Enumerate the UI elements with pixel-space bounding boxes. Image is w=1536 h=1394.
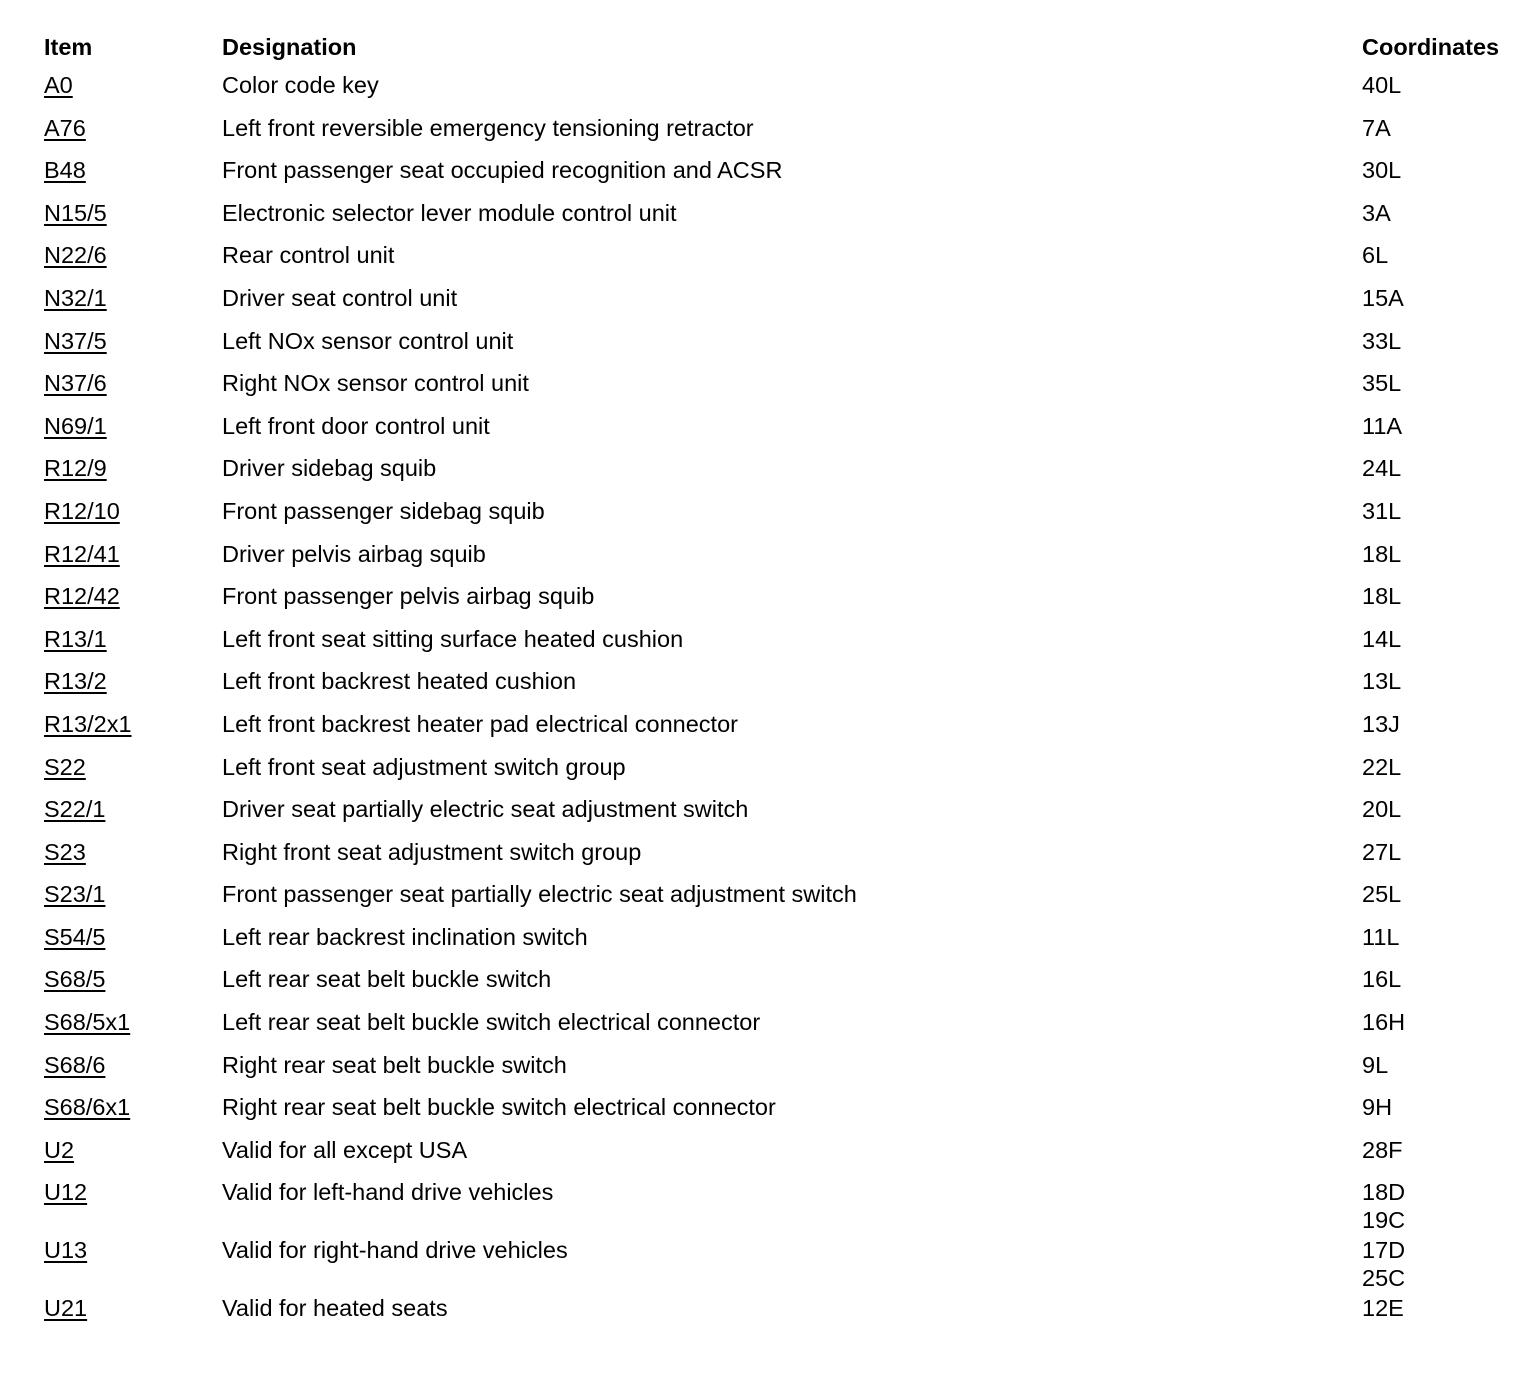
item-cell bbox=[44, 497, 222, 525]
coordinate-value: 40L bbox=[1362, 72, 1402, 98]
item-cell bbox=[44, 838, 222, 866]
coordinates-cell bbox=[1362, 1178, 1524, 1234]
item-cell bbox=[44, 1093, 222, 1121]
coordinates-cell bbox=[1362, 753, 1524, 781]
table-row bbox=[44, 708, 1524, 751]
item-link[interactable]: U21 bbox=[44, 1295, 88, 1322]
item-link[interactable]: U13 bbox=[44, 1237, 88, 1264]
table-row bbox=[44, 878, 1524, 921]
coordinate-value: 6L bbox=[1362, 242, 1389, 269]
item-cell bbox=[44, 582, 222, 610]
designation-cell: Right rear seat belt buckle switch bbox=[222, 1051, 567, 1078]
item-cell bbox=[44, 156, 222, 184]
designation-cell: Left front seat adjustment switch group bbox=[222, 753, 626, 780]
item-cell bbox=[44, 199, 222, 227]
item-link[interactable]: S22 bbox=[44, 753, 86, 780]
designation-cell: Right front seat adjustment switch group bbox=[222, 838, 642, 865]
coordinate-value: 13L bbox=[1362, 668, 1402, 695]
coordinate-value: 18D bbox=[1362, 1179, 1406, 1206]
coordinates-cell bbox=[1362, 1051, 1524, 1079]
item-cell bbox=[44, 1051, 222, 1079]
designation-cell: Right NOx sensor control unit bbox=[222, 370, 529, 397]
designation-cell: Front passenger pelvis airbag squib bbox=[222, 583, 595, 610]
table-row bbox=[44, 410, 1524, 453]
designation-cell: Front passenger seat occupied recognition and ACSR bbox=[222, 157, 783, 184]
coordinate-value: 11A bbox=[1362, 412, 1403, 439]
item-cell bbox=[44, 625, 222, 653]
table-row bbox=[44, 623, 1524, 666]
header-designation: Designation bbox=[222, 34, 357, 60]
coordinate-value: 18L bbox=[1362, 583, 1402, 610]
coordinate-value: 9H bbox=[1362, 1094, 1393, 1121]
table-body bbox=[44, 69, 1524, 1335]
coordinate-value: 25L bbox=[1362, 881, 1402, 908]
coordinates-cell bbox=[1362, 582, 1524, 610]
table-row bbox=[44, 836, 1524, 879]
table-row bbox=[44, 367, 1524, 410]
table-row bbox=[44, 793, 1524, 836]
coordinates-cell bbox=[1362, 1236, 1524, 1292]
coordinates-cell bbox=[1362, 369, 1524, 397]
designation-cell: Left front backrest heated cushion bbox=[222, 668, 577, 695]
designation-cell: Left rear seat belt buckle switch electrical connector bbox=[222, 1009, 761, 1036]
designation-cell: Driver seat control unit bbox=[222, 284, 458, 311]
coordinate-value: 17D bbox=[1362, 1237, 1406, 1264]
item-link[interactable]: R13/2x1 bbox=[44, 710, 132, 737]
coordinate-value: 15A bbox=[1362, 284, 1404, 311]
item-cell bbox=[44, 327, 222, 355]
coordinates-cell bbox=[1362, 412, 1524, 440]
item-link[interactable]: S23/1 bbox=[44, 881, 106, 908]
item-cell bbox=[44, 369, 222, 397]
table-row bbox=[44, 69, 1524, 112]
designation-cell: Left rear seat belt buckle switch bbox=[222, 966, 552, 993]
component-legend-table bbox=[44, 30, 1524, 1335]
item-cell bbox=[44, 284, 222, 312]
designation-cell: Left front backrest heater pad electrical connector bbox=[222, 710, 738, 737]
item-link[interactable]: S68/5 bbox=[44, 966, 106, 993]
table-row bbox=[44, 1091, 1524, 1134]
coordinates-cell bbox=[1362, 241, 1524, 269]
item-link[interactable]: A76 bbox=[44, 114, 86, 141]
coordinate-value: 19C bbox=[1362, 1207, 1406, 1234]
item-link[interactable]: N37/6 bbox=[44, 370, 107, 397]
coordinate-value: 24L bbox=[1362, 455, 1402, 482]
coordinates-cell bbox=[1362, 71, 1524, 99]
designation-cell: Front passenger sidebag squib bbox=[222, 497, 545, 524]
coordinates-cell bbox=[1362, 114, 1524, 142]
coordinate-value: 28F bbox=[1362, 1136, 1403, 1163]
item-cell bbox=[44, 923, 222, 951]
coordinates-cell bbox=[1362, 284, 1524, 312]
coordinate-value: 20L bbox=[1362, 796, 1402, 823]
header-coordinates: Coordinates bbox=[1362, 34, 1500, 60]
coordinates-cell bbox=[1362, 454, 1524, 482]
coordinates-cell bbox=[1362, 1136, 1524, 1164]
item-cell bbox=[44, 412, 222, 440]
designation-cell: Valid for all except USA bbox=[222, 1136, 468, 1163]
item-link[interactable]: U12 bbox=[44, 1179, 88, 1206]
table-row bbox=[44, 751, 1524, 794]
item-cell bbox=[44, 880, 222, 908]
coordinate-value: 22L bbox=[1362, 753, 1402, 780]
coordinate-value: 14L bbox=[1362, 625, 1402, 652]
coordinate-value: 16H bbox=[1362, 1009, 1406, 1036]
coordinates-cell bbox=[1362, 540, 1524, 568]
coordinate-value: 18L bbox=[1362, 540, 1402, 567]
coordinate-value: 35L bbox=[1362, 370, 1402, 397]
designation-cell: Driver sidebag squib bbox=[222, 455, 437, 482]
table-header-row bbox=[44, 30, 1524, 69]
coordinate-value: 25C bbox=[1362, 1265, 1406, 1292]
coordinate-value: 7A bbox=[1362, 114, 1391, 141]
item-link[interactable]: S68/6x1 bbox=[44, 1094, 131, 1121]
item-cell bbox=[44, 753, 222, 781]
designation-cell: Driver seat partially electric seat adjustment switch bbox=[222, 796, 749, 823]
coordinates-cell bbox=[1362, 923, 1524, 951]
table-row bbox=[44, 580, 1524, 623]
coordinate-value: 11L bbox=[1362, 923, 1400, 950]
item-link[interactable]: S22/1 bbox=[44, 796, 106, 823]
table-row bbox=[44, 197, 1524, 240]
item-link[interactable]: A0 bbox=[44, 72, 73, 98]
designation-cell: Front passenger seat partially electric seat adjustment switch bbox=[222, 881, 857, 908]
coordinate-value: 33L bbox=[1362, 327, 1402, 354]
table-row bbox=[44, 239, 1524, 282]
coordinate-value: 31L bbox=[1362, 497, 1402, 524]
item-link[interactable]: N69/1 bbox=[44, 412, 107, 439]
item-link[interactable]: U2 bbox=[44, 1136, 75, 1163]
coordinates-cell bbox=[1362, 880, 1524, 908]
item-cell bbox=[44, 667, 222, 695]
designation-cell: Valid for right-hand drive vehicles bbox=[222, 1237, 568, 1264]
table-row bbox=[44, 963, 1524, 1006]
table-row bbox=[44, 495, 1524, 538]
item-link[interactable]: N22/6 bbox=[44, 242, 107, 269]
item-cell bbox=[44, 965, 222, 993]
item-cell bbox=[44, 1136, 222, 1164]
designation-cell: Left front seat sitting surface heated cushion bbox=[222, 625, 684, 652]
coordinate-value: 9L bbox=[1362, 1051, 1389, 1078]
item-link[interactable]: S23 bbox=[44, 838, 86, 865]
designation-cell: Left rear backrest inclination switch bbox=[222, 923, 588, 950]
coordinates-cell bbox=[1362, 838, 1524, 866]
table-row bbox=[44, 1234, 1524, 1292]
item-cell bbox=[44, 241, 222, 269]
item-link[interactable]: S68/5x1 bbox=[44, 1009, 131, 1036]
item-link[interactable]: R12/9 bbox=[44, 455, 107, 482]
coordinates-cell bbox=[1362, 327, 1524, 355]
item-link[interactable]: R12/10 bbox=[44, 497, 120, 524]
item-link[interactable]: R13/1 bbox=[44, 625, 107, 652]
item-cell bbox=[44, 795, 222, 823]
table-row bbox=[44, 538, 1524, 581]
table-row bbox=[44, 282, 1524, 325]
item-link[interactable]: N15/5 bbox=[44, 199, 107, 226]
coordinates-cell bbox=[1362, 156, 1524, 184]
table-row bbox=[44, 1049, 1524, 1092]
table-row bbox=[44, 1176, 1524, 1234]
item-link[interactable]: R12/41 bbox=[44, 540, 120, 567]
designation-cell: Left front door control unit bbox=[222, 412, 490, 439]
item-cell bbox=[44, 1008, 222, 1036]
designation-cell: Driver pelvis airbag squib bbox=[222, 540, 486, 567]
coordinates-cell bbox=[1362, 497, 1524, 525]
table-row bbox=[44, 452, 1524, 495]
coordinates-cell bbox=[1362, 795, 1524, 823]
designation-cell: Valid for left-hand drive vehicles bbox=[222, 1179, 554, 1206]
item-cell bbox=[44, 710, 222, 738]
designation-cell: Left front reversible emergency tensioning retractor bbox=[222, 114, 754, 141]
coordinates-cell bbox=[1362, 625, 1524, 653]
item-cell bbox=[44, 1294, 222, 1322]
item-link[interactable]: R13/2 bbox=[44, 668, 107, 695]
item-link[interactable]: S68/6 bbox=[44, 1051, 106, 1078]
item-link[interactable]: B48 bbox=[44, 157, 86, 184]
coordinates-cell bbox=[1362, 667, 1524, 695]
item-link[interactable]: S54/5 bbox=[44, 923, 106, 950]
coordinate-value: 27L bbox=[1362, 838, 1402, 865]
table-row bbox=[44, 154, 1524, 197]
item-link[interactable]: R12/42 bbox=[44, 583, 120, 610]
table-row bbox=[44, 112, 1524, 155]
coordinates-cell bbox=[1362, 1008, 1524, 1036]
item-link[interactable]: N32/1 bbox=[44, 284, 107, 311]
table-row bbox=[44, 1292, 1524, 1335]
item-link[interactable]: N37/5 bbox=[44, 327, 107, 354]
item-cell bbox=[44, 540, 222, 568]
designation-cell: Electronic selector lever module control unit bbox=[222, 199, 677, 226]
coordinates-cell bbox=[1362, 199, 1524, 227]
table-row bbox=[44, 325, 1524, 368]
coordinates-cell bbox=[1362, 1294, 1524, 1322]
coordinate-value: 13J bbox=[1362, 710, 1400, 737]
coordinates-cell bbox=[1362, 1093, 1524, 1121]
designation-cell: Valid for heated seats bbox=[222, 1295, 448, 1322]
header-item: Item bbox=[44, 34, 93, 60]
coordinates-cell bbox=[1362, 965, 1524, 993]
item-cell bbox=[44, 1178, 222, 1206]
item-cell bbox=[44, 454, 222, 482]
table-row bbox=[44, 921, 1524, 964]
designation-cell: Right rear seat belt buckle switch electrical connector bbox=[222, 1094, 776, 1121]
coordinate-value: 16L bbox=[1362, 966, 1402, 993]
coordinate-value: 3A bbox=[1362, 199, 1391, 226]
designation-cell: Rear control unit bbox=[222, 242, 395, 269]
table-row bbox=[44, 1134, 1524, 1177]
item-cell bbox=[44, 114, 222, 142]
designation-cell: Left NOx sensor control unit bbox=[222, 327, 514, 354]
table-row bbox=[44, 665, 1524, 708]
item-cell bbox=[44, 71, 222, 99]
coordinate-value: 30L bbox=[1362, 157, 1402, 184]
coordinate-value: 12E bbox=[1362, 1295, 1404, 1322]
table-row bbox=[44, 1006, 1524, 1049]
item-cell bbox=[44, 1236, 222, 1264]
designation-cell: Color code key bbox=[222, 72, 379, 98]
coordinates-cell bbox=[1362, 710, 1524, 738]
